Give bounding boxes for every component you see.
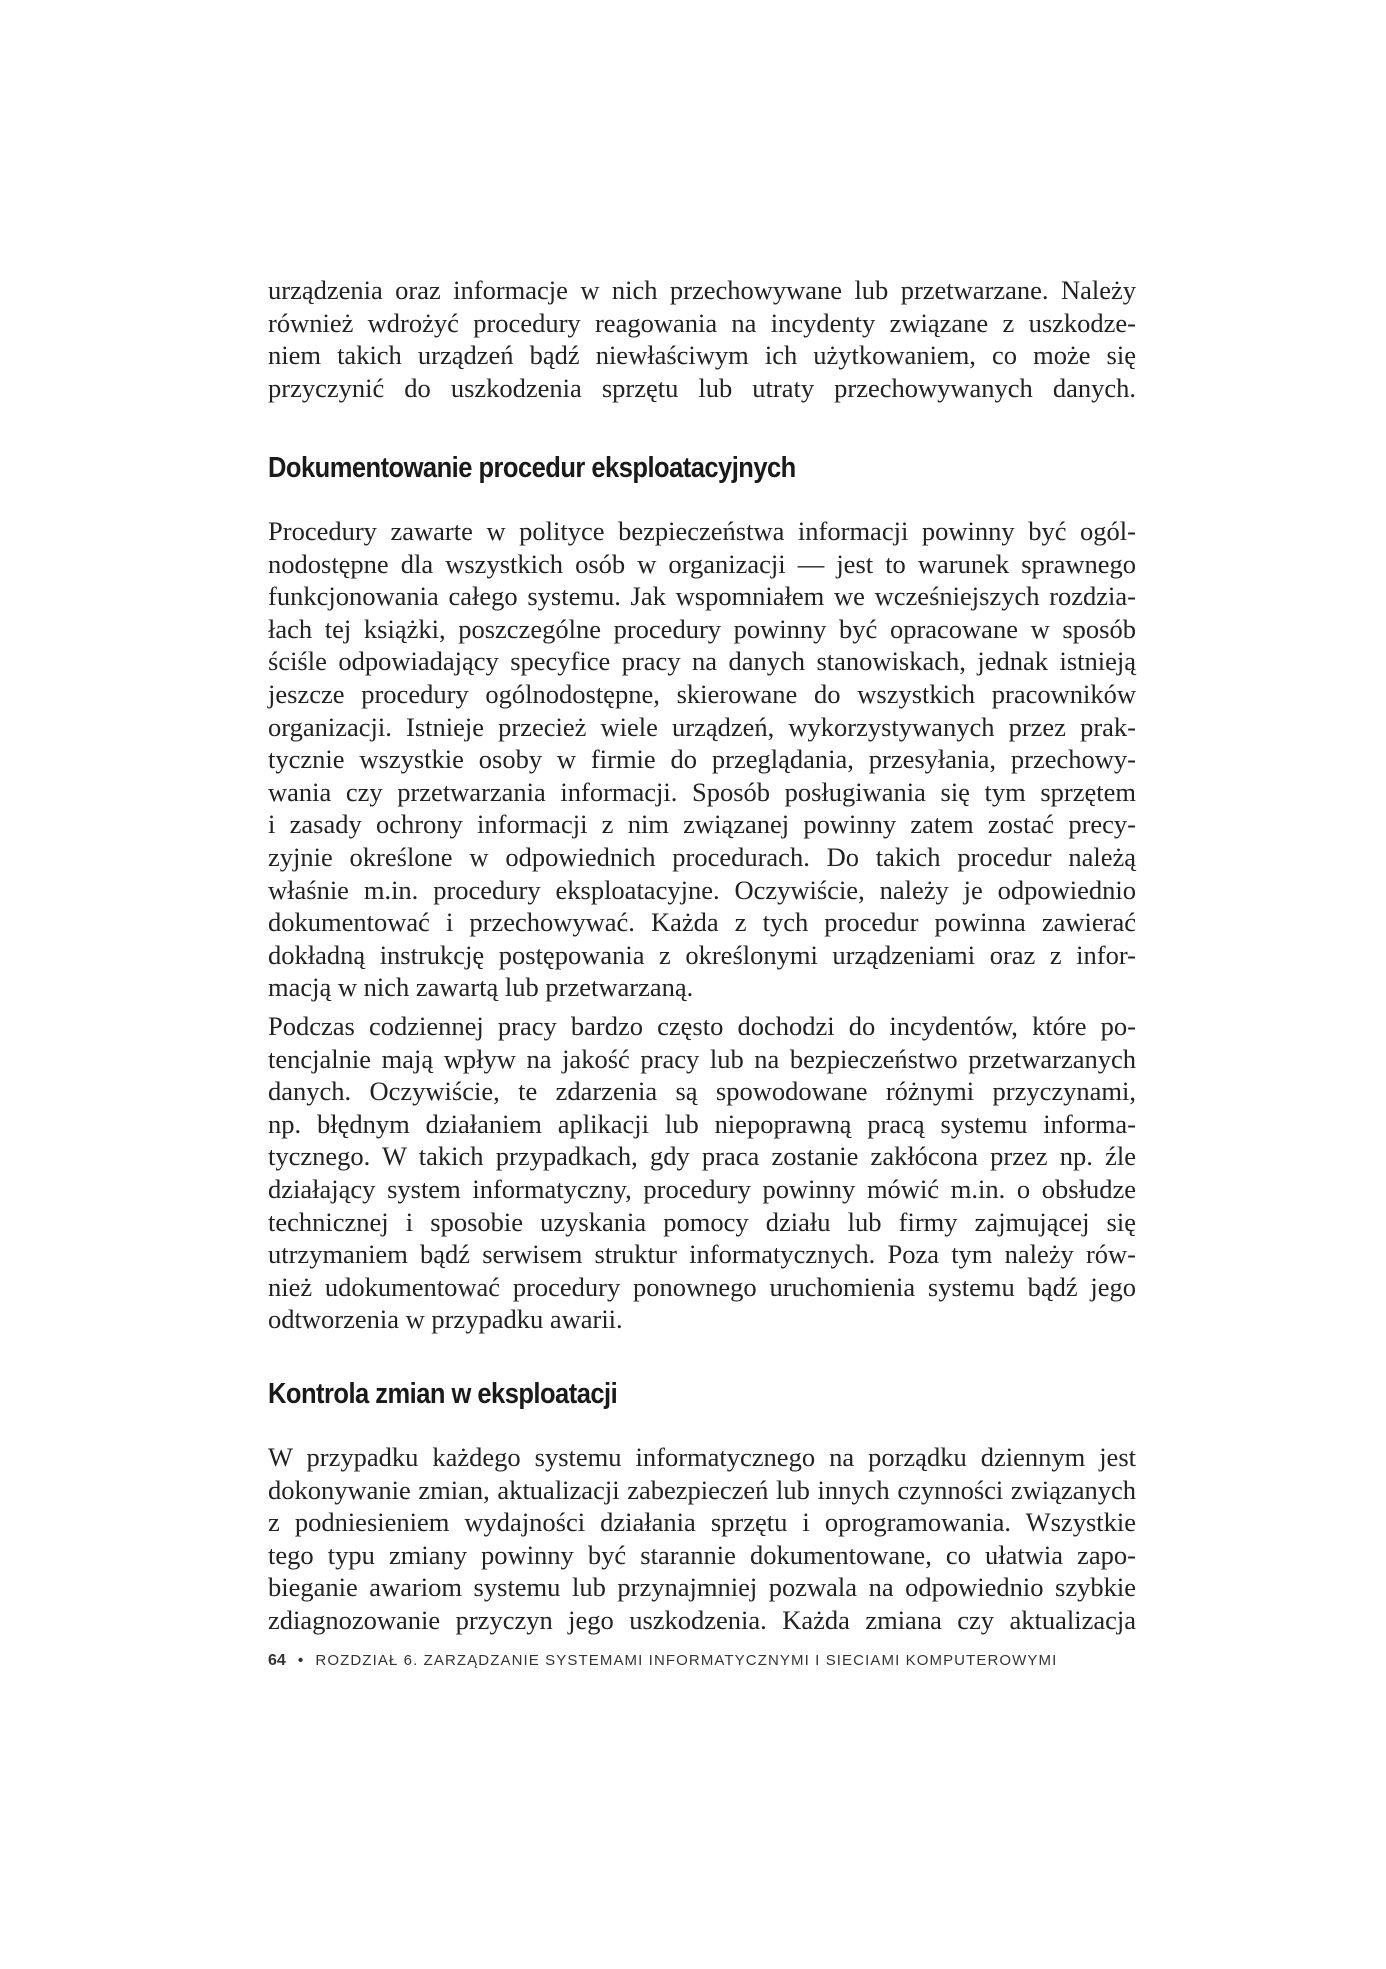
text-line: wania czy przetwarzania informacji. Sposób posługiwania się tym sprzętem	[268, 776, 1136, 807]
section2-paragraph1	[268, 1441, 1136, 1637]
text-line: z podniesieniem wydajności działania sprzętu i oprogramowania. Wszystkie	[268, 1507, 1136, 1538]
section1-paragraph2	[268, 1010, 1136, 1336]
text-line: działający system informatyczny, procedury powinny mówić m.in. o obsłudze	[268, 1173, 1136, 1204]
text-line: nodostępne dla wszystkich osób w organizacji — jest to warunek sprawnego	[268, 548, 1136, 579]
text-line: urządzenia oraz informacje w nich przechowywane lub przetwarzane. Należy	[268, 275, 1136, 305]
text-line: przyczynić do uszkodzenia sprzętu lub utraty przechowywanych danych.	[268, 372, 1136, 403]
text-line: łach tej książki, poszczególne procedury powinny być opracowane w sposób	[268, 613, 1136, 644]
text-line: odtworzenia w przypadku awarii.	[268, 1304, 623, 1335]
footer-separator: •	[297, 1652, 304, 1669]
text-line: tego typu zmiany powinny być starannie dokumentowane, co ułatwia zapo-	[268, 1539, 1136, 1570]
text-line: funkcjonowania całego systemu. Jak wspomniałem we wcześniejszych rozdzia-	[268, 581, 1136, 612]
text-line: Procedury zawarte w polityce bezpieczeństwa informacji powinny być ogól-	[268, 516, 1136, 546]
text-line: ściśle odpowiadający specyfice pracy na danych stanowiskach, jednak istnieją	[268, 646, 1136, 677]
page-footer	[268, 1651, 1057, 1671]
chapter-title: ROZDZIAŁ 6. ZARZĄDZANIE SYSTEMAMI INFORMATYCZNYMI I SIECIAMI KOMPUTEROWYMI	[315, 1652, 1058, 1669]
text-line: dokumentować i przechowywać. Każda z tych procedur powinna zawierać	[268, 907, 1136, 938]
text-line: nież udokumentować procedury ponownego uruchomienia systemu bądź jego	[268, 1271, 1136, 1302]
text-line: niem takich urządzeń bądź niewłaściwym ich użytkowaniem, co może się	[268, 340, 1136, 371]
text-line: również wdrożyć procedury reagowania na incydenty związane z uszkodze-	[268, 307, 1136, 338]
section1-paragraph1	[268, 515, 1136, 1004]
section-heading-documentation: Dokumentowanie procedur eksploatacyjnych	[268, 452, 796, 484]
text-line: organizacji. Istnieje przecież wiele urządzeń, wykorzystywanych przez prak-	[268, 711, 1136, 742]
text-line: technicznej i sposobie uzyskania pomocy działu lub firmy zajmującej się	[268, 1206, 1136, 1237]
text-line: macją w nich zawartą lub przetwarzaną.	[268, 972, 694, 1003]
text-line: dokładną instrukcję postępowania z określonymi urządzeniami oraz z infor-	[268, 939, 1136, 970]
text-line: zdiagnozowanie przyczyn jego uszkodzenia. Każda zmiana czy aktualizacja	[268, 1604, 1136, 1635]
text-line: tycznego. W takich przypadkach, gdy praca zostanie zakłócona przez np. źle	[268, 1141, 1136, 1172]
page-number: 64	[268, 1652, 286, 1669]
text-line: Podczas codziennej pracy bardzo często dochodzi do incydentów, które po-	[268, 1011, 1136, 1041]
text-line: tencjalnie mają wpływ na jakość pracy lub na bezpieczeństwo przetwarzanych	[268, 1043, 1136, 1074]
text-line: właśnie m.in. procedury eksploatacyjne. Oczywiście, należy je odpowiednio	[268, 874, 1136, 905]
text-line: jeszcze procedury ogólnodostępne, skierowane do wszystkich pracowników	[268, 678, 1136, 709]
text-line: dokonywanie zmian, aktualizacji zabezpieczeń lub innych czynności związanych	[268, 1474, 1136, 1505]
text-line: np. błędnym działaniem aplikacji lub niepoprawną pracą systemu informa-	[268, 1108, 1136, 1139]
text-line: tycznie wszystkie osoby w firmie do przeglądania, przesyłania, przechowy-	[268, 744, 1136, 775]
text-line: i zasady ochrony informacji z nim związanej powinny zatem zostać precy-	[268, 809, 1136, 840]
text-line: utrzymaniem bądź serwisem struktur informatycznych. Poza tym należy rów-	[268, 1239, 1136, 1270]
text-line: bieganie awariom systemu lub przynajmniej pozwala na odpowiednio szybkie	[268, 1572, 1136, 1603]
text-line: zyjnie określone w odpowiednich procedurach. Do takich procedur należą	[268, 841, 1136, 872]
text-line: danych. Oczywiście, te zdarzenia są spowodowane różnymi przyczynami,	[268, 1076, 1136, 1107]
section-heading-change-control: Kontrola zmian w eksploatacji	[268, 1378, 618, 1410]
intro-paragraph	[268, 274, 1136, 404]
text-line: W przypadku każdego systemu informatycznego na porządku dziennym jest	[268, 1442, 1136, 1472]
